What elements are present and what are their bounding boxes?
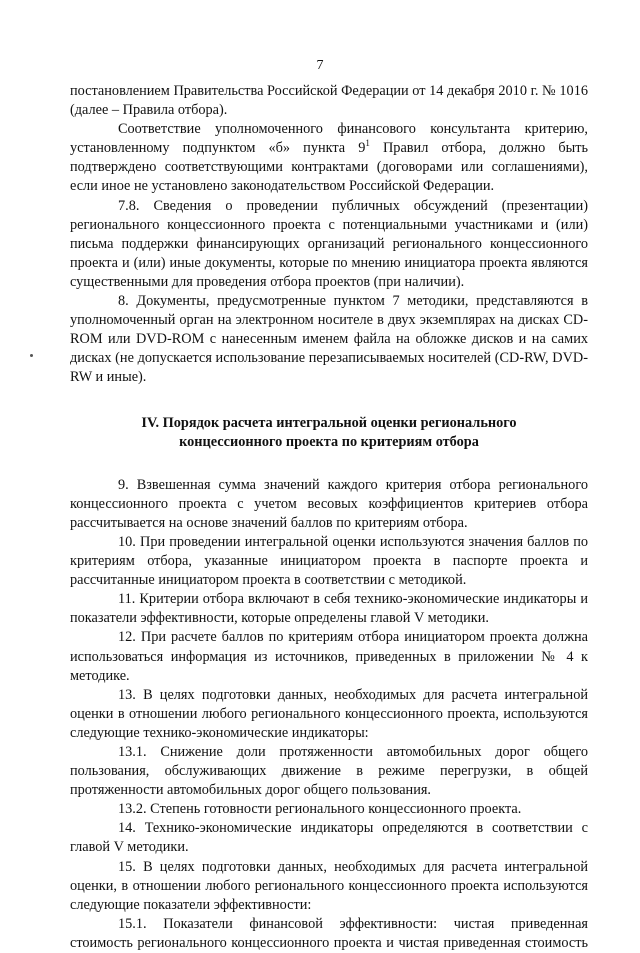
section-heading-line-2: концессионного проекта по критериям отбора <box>179 433 479 450</box>
superscript: 1 <box>365 138 370 149</box>
paragraph-14: 14. Технико-экономические индикаторы определяются в соответствии с главой V методики. <box>70 820 588 856</box>
paragraph-consultant-criterion <box>70 120 588 196</box>
paragraph-15: 15. В целях подготовки данных, необходимых для расчета интегральной оценки, в отношении любого регионального концессионного проекта используются следующие показатели эффективности: <box>70 858 588 913</box>
paragraph-8: 8. Документы, предусмотренные пунктом 7 методики, представляются в уполномоченный орган на электронном носителе в двух экземплярах на дисках CD-ROM или DVD-ROM с нанесенным именем файла на обложке дисков и на самих дисках (не допускается использование перезаписываемых носителей (CD-RW, DVD-RW и иные). <box>70 293 588 386</box>
paragraph-text-b: Правил отбора, должно быть подтверждено соответствующими контрактами (договорами или соглашениями), если иное не установлено законодательством Российской Федерации. <box>70 140 588 195</box>
section-heading-line-1: IV. Порядок расчета интегральной оценки регионального <box>141 414 517 431</box>
paragraph-13-1: 13.1. Снижение доли протяженности автомобильных дорог общего пользования, обслуживающих движение в режиме перегрузки, в общей протяженности автомобильных дорог общего пользования. <box>70 744 588 799</box>
paragraph-text-a: Соответствие уполномоченного финансового консультанта критерию, установленному подпунктом «б» пункта 9 <box>70 121 588 157</box>
paragraph-7-8: 7.8. Сведения о проведении публичных обсуждений (презентации) регионального концессионного проекта с потенциальными участниками и (или) письма поддержки финансирующих организаций регионального концессионного проекта и (или) иные документы, которые по мнению инициатора проекта являются существенными для проведения отбора проектов (при наличии). <box>70 197 588 290</box>
paragraph-10: 10. При проведении интегральной оценки используются значения баллов по критериям отбора, указанные инициатором проекта в паспорте проекта и рассчитанные инициатором проекта в соответствии с методикой. <box>70 533 588 589</box>
paragraph-9: 9. Взвешенная сумма значений каждого критерия отбора регионального концессионного проекта с учетом весовых коэффициентов критериев отбора рассчитывается на основе значений баллов по критериям отбора. <box>70 476 588 531</box>
paragraph-13: 13. В целях подготовки данных, необходимых для расчета интегральной оценки в отношении любого регионального концессионного проекта, используются следующие технико-экономические индикаторы: <box>70 686 588 741</box>
section-heading <box>70 414 588 452</box>
paragraph-15-1: 15.1. Показатели финансовой эффективности: чистая приведенная стоимость регионального концессионного проекта и чистая приведенная стоимость <box>70 915 588 951</box>
paragraph-11: 11. Критерии отбора включают в себя технико-экономические индикаторы и показатели эффективности, которые определены главой V методики. <box>70 591 588 627</box>
document-body <box>70 82 588 953</box>
paragraph-13-2: 13.2. Степень готовности регионального концессионного проекта. <box>118 801 522 818</box>
paragraph-continuation: постановлением Правительства Российской Федерации от 14 декабря 2010 г. № 1016 (далее – Правила отбора). <box>70 83 588 119</box>
page-number: 7 <box>316 58 324 73</box>
scan-speck <box>30 354 33 357</box>
paragraph-12: 12. При расчете баллов по критериям отбора инициатором проекта должна использоваться информация из источников, приведенных в приложении № 4 к методике. <box>70 629 588 684</box>
